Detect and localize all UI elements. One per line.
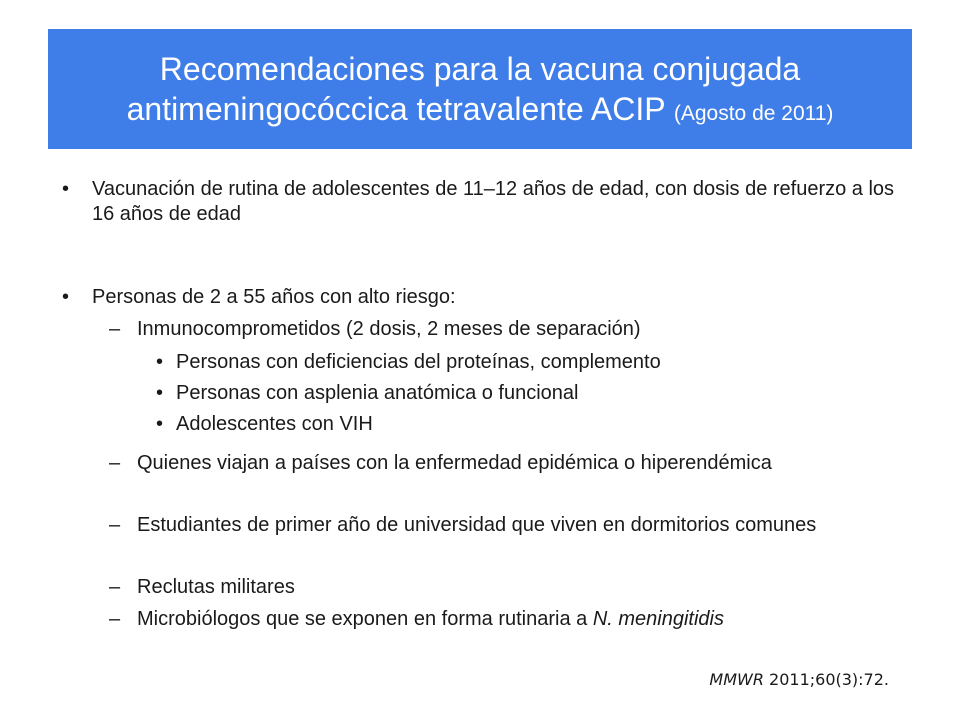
- subbullet-immunocompromised: [109, 317, 922, 342]
- dash-marker: –: [109, 318, 121, 340]
- title-date: (Agosto de 2011): [673, 102, 834, 125]
- citation-reference: 2011;60(3):72.: [763, 670, 889, 689]
- dash-marker: –: [109, 452, 121, 474]
- subsubbullet-text: Adolescentes con VIH: [176, 413, 373, 435]
- subbullet-travelers: [109, 451, 922, 476]
- subbullet-text: Reclutas militares: [137, 576, 295, 598]
- subbullet-microbiologists: [109, 607, 922, 632]
- bullet-routine-vaccination: [62, 177, 902, 227]
- subbullet-students: [109, 513, 922, 538]
- subsubbullet-hiv: [156, 412, 916, 437]
- bullet-marker: •: [62, 178, 70, 200]
- bullet-marker: •: [156, 351, 164, 373]
- title-line-2-main: antimeningocóccica tetravalente ACIP: [126, 91, 674, 127]
- bullet-text: Vacunación de rutina de adolescentes de 11–12 años de edad, con dosis de refuerzo a los 16 años de edad: [92, 178, 895, 225]
- subsubbullet-text: Personas con deficiencias del proteínas, complemento: [176, 351, 661, 373]
- bullet-text: Personas de 2 a 55 años con alto riesgo:: [92, 286, 456, 308]
- citation: [709, 670, 889, 690]
- subbullet-text: Inmunocomprometidos (2 dosis, 2 meses de separación): [137, 318, 641, 340]
- title-line-1: Recomendaciones para la vacuna conjugada: [159, 51, 801, 87]
- dash-marker: –: [109, 608, 121, 630]
- subbullet-text: Estudiantes de primer año de universidad que viven en dormitorios comunes: [137, 514, 817, 536]
- dash-marker: –: [109, 514, 121, 536]
- bullet-marker: •: [62, 286, 70, 308]
- subsubbullet-asplenia: [156, 381, 916, 406]
- subbullet-text-main: Microbiólogos que se exponen en forma rutinaria a: [137, 608, 593, 630]
- subsubbullet-text: Personas con asplenia anatómica o funcional: [176, 382, 579, 404]
- dash-marker: –: [109, 576, 121, 598]
- citation-journal: MMWR: [709, 670, 764, 689]
- subsubbullet-protein-deficiency: [156, 350, 916, 375]
- subbullet-text: Quienes viajan a países con la enfermedad epidémica o hiperendémica: [137, 452, 772, 474]
- subbullet-text: [137, 607, 922, 632]
- organism-name: N. meningitidis: [592, 608, 724, 630]
- subbullet-military: [109, 575, 922, 600]
- bullet-marker: •: [156, 413, 164, 435]
- bullet-high-risk: [62, 285, 902, 310]
- bullet-marker: •: [156, 382, 164, 404]
